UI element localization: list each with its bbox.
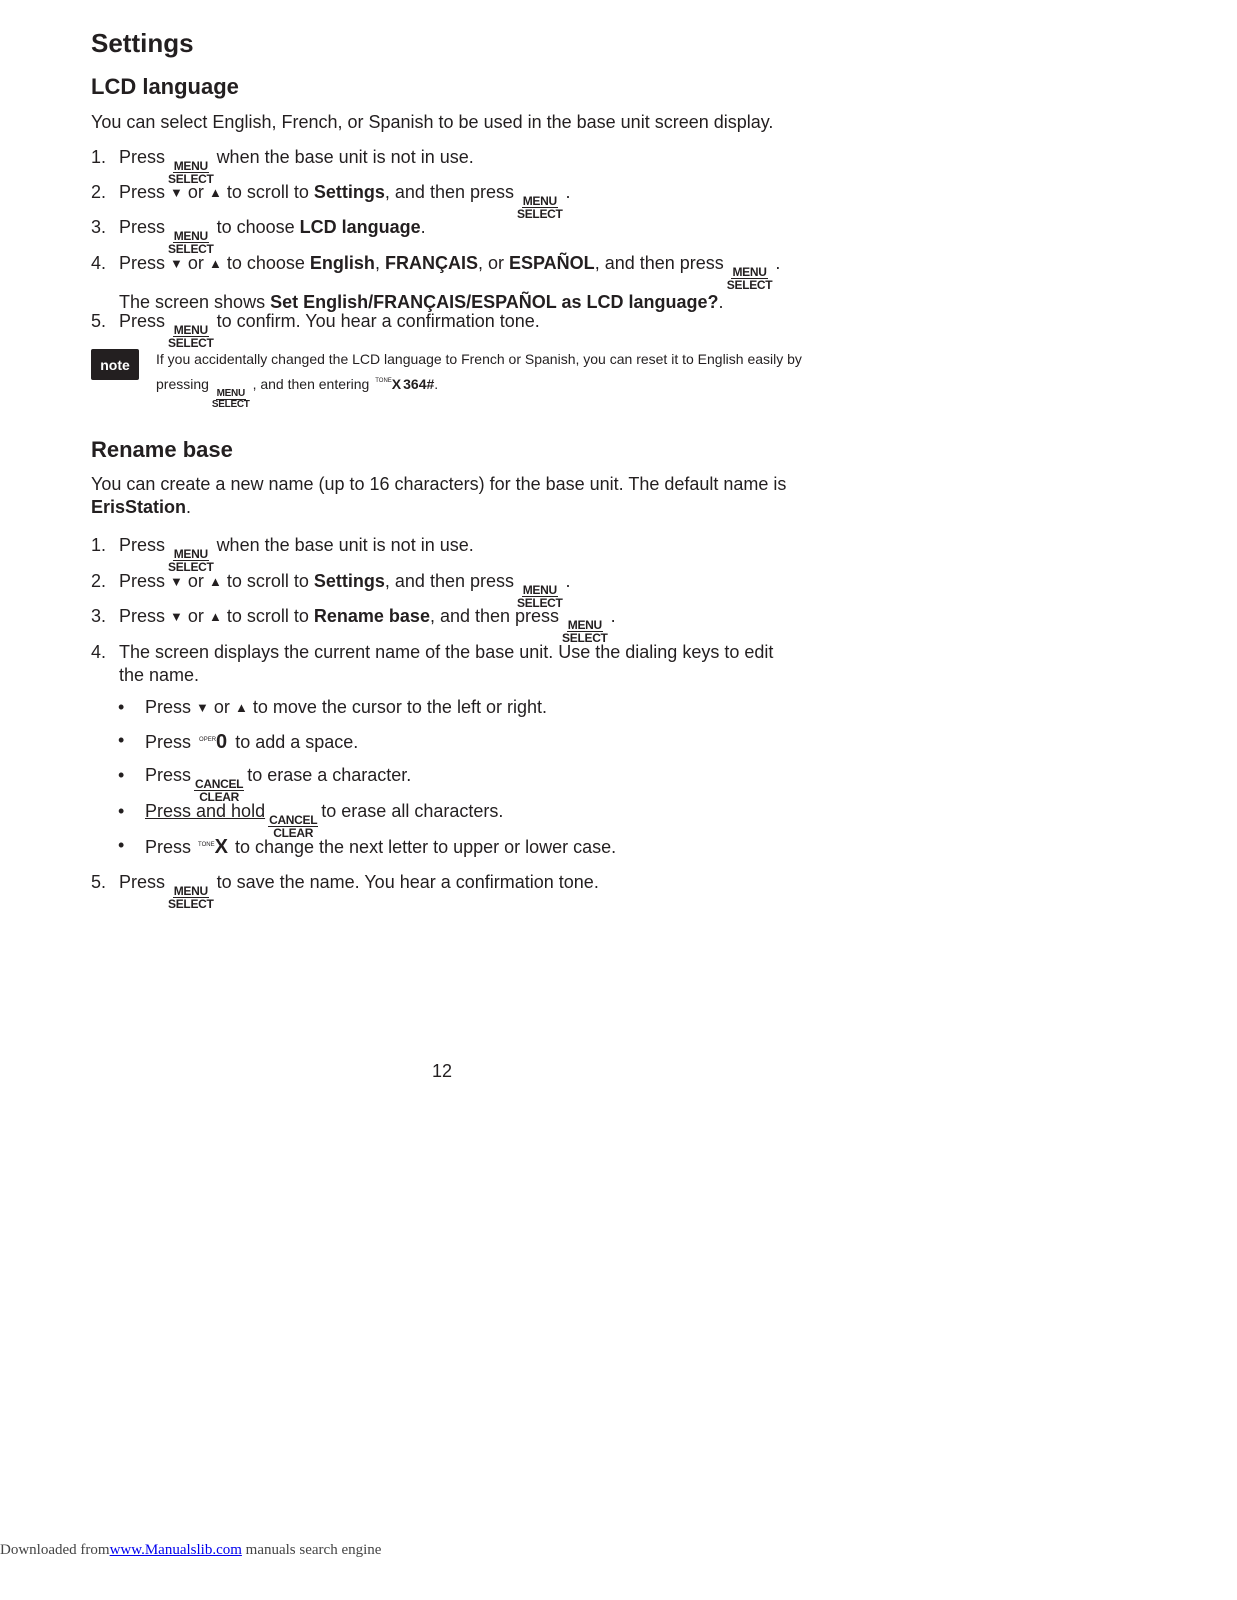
- up-arrow-icon: ▲: [208, 256, 222, 271]
- menu-select-key-icon: MENU SELECT: [517, 583, 563, 610]
- manualslib-link[interactable]: www.Manualslib.com: [109, 1542, 242, 1558]
- down-arrow-icon: ▼: [196, 700, 209, 715]
- menu-select-key-icon: MENU SELECT: [211, 388, 250, 410]
- menu-select-key-icon: MENU SELECT: [168, 547, 214, 574]
- footer: Downloaded fromwww.Manualslib.com manuals search engine: [0, 1542, 382, 1558]
- lcd-intro: You can select English, French, or Spanish to be used in the base unit screen display.: [91, 112, 774, 132]
- menu-select-key-icon: MENU SELECT: [726, 265, 773, 292]
- page-number: 12: [432, 1061, 453, 1081]
- section-heading-lcd-language: LCD language: [91, 74, 239, 99]
- cancel-clear-key-icon: CANCEL CLEAR: [269, 813, 318, 840]
- up-arrow-icon: ▲: [208, 609, 222, 624]
- tone-star-key-icon: $^{TONE}$X: [375, 376, 402, 392]
- menu-select-key-icon: MENU SELECT: [168, 229, 214, 256]
- up-arrow-icon: ▲: [234, 700, 248, 715]
- down-arrow-icon: ▼: [170, 574, 183, 589]
- menu-select-key-icon: MENU SELECT: [168, 159, 214, 186]
- menu-select-key-icon: MENU SELECT: [517, 194, 563, 221]
- cancel-clear-key-icon: CANCEL CLEAR: [195, 777, 244, 804]
- note-badge: note: [91, 349, 139, 380]
- tone-star-key-icon: $^{TONE}$X: [198, 836, 228, 858]
- note-text: If you accidentally changed the LCD language to French or Spanish, you can reset it to English easily by pressing MENU SELECT , and then entering $^{TONE}$X 364#.: [156, 351, 802, 410]
- menu-select-key-icon: MENU SELECT: [562, 618, 608, 645]
- down-arrow-icon: ▼: [170, 185, 183, 200]
- oper-zero-key-icon: $^{OPER}$0: [199, 731, 228, 753]
- up-arrow-icon: ▲: [208, 185, 222, 200]
- down-arrow-icon: ▼: [170, 609, 183, 624]
- section-heading-rename-base: Rename base: [91, 437, 233, 462]
- rename-intro: You can create a new name (up to 16 characters) for the base unit. The default name is ErisStation.: [91, 474, 787, 517]
- up-arrow-icon: ▲: [208, 574, 222, 589]
- down-arrow-icon: ▼: [170, 256, 183, 271]
- page-title: Settings: [91, 28, 194, 58]
- menu-select-key-icon: MENU SELECT: [168, 323, 214, 350]
- menu-select-key-icon: MENU SELECT: [168, 884, 214, 911]
